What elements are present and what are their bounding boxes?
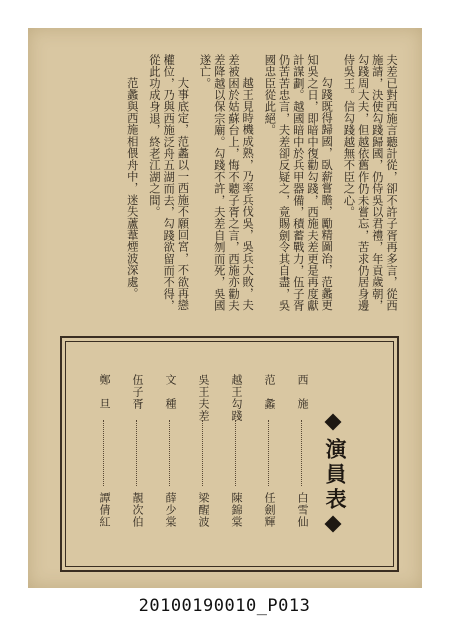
synopsis-paragraph: 夫差已對西施言聽計從，卻不許子胥再多言，從西施請，決使勾踐歸國，仍侍吳以君禮，年貢歲朝，勾踐周大夫，但越依舊作仍未嘗忘，苦求仍居身邊侍吳王。信勾踐越無不臣之心。 [342, 54, 398, 312]
cast-row [96, 374, 112, 552]
cast-row [261, 374, 277, 552]
dotted-leader [103, 420, 104, 486]
cast-actor: 任劍輝 [263, 492, 276, 528]
synopsis-paragraph: 大事底定，范蠡以一西施不願回宮，不欲再戀權位，乃與西施泛舟五湖而去，勾踐欲留而不得，從此功成身退，終老江湖之間。 [147, 54, 190, 312]
dotted-leader [268, 420, 269, 486]
cast-role: 西 施 [296, 374, 309, 410]
synopsis-text [68, 54, 398, 314]
diamond-ornament-icon [325, 516, 342, 533]
cast-row [294, 374, 310, 552]
synopsis-paragraph: 范蠡與西施相偎舟中，迷失蘆葦煙波深處。 [125, 76, 139, 299]
cast-row [162, 374, 178, 552]
cast-row [195, 374, 211, 552]
cast-actor: 靚次伯 [131, 492, 144, 528]
diamond-ornament-icon [325, 414, 342, 431]
cast-actor: 梁醒波 [197, 492, 210, 528]
cast-actor: 譚倩紅 [98, 492, 111, 528]
cast-title: 演員表 [323, 438, 348, 513]
cast-actor: 薛少棠 [164, 492, 177, 528]
cast-list [96, 374, 309, 554]
cast-role: 鄭 旦 [98, 374, 111, 410]
dotted-leader [301, 420, 302, 486]
cast-role: 伍子胥 [131, 374, 144, 410]
cast-table [60, 336, 399, 572]
dotted-leader [136, 420, 137, 486]
archive-id-caption: 20100190010_P013 [138, 596, 311, 616]
cast-role: 范 蠡 [263, 374, 276, 410]
dotted-leader [169, 420, 170, 486]
synopsis-paragraph: 越王見時機成熟，乃率兵伐吳，吳兵大敗，夫差被困於姑蘇台上，悔不聽子胥之言，西施亦勸夫差降越以保宗廟。勾踐不許，夫差自刎而死，吳國遂亡。 [198, 54, 255, 312]
cast-actor: 白雪仙 [296, 492, 309, 528]
cast-row [228, 374, 244, 552]
cast-actor: 陳錦棠 [230, 492, 243, 528]
program-page [28, 28, 422, 588]
cast-role: 越王勾踐 [230, 374, 243, 422]
dotted-leader [202, 420, 203, 486]
cast-role: 吳王夫差 [197, 374, 210, 422]
synopsis-paragraph: 勾踐既得歸國，臥薪嘗膽，勵精圖治，范蠡更知吳之日，即暗中復勸勾踐，西施夫差更是再度獻計謀劃。越國暗中於兵甲器備，積蓄戰力，伍子胥仍苦苦忠言，夫差卻反疑之，竟賜劍令其自盡，吳國忠臣從此絕。 [263, 54, 334, 312]
cast-role: 文 種 [164, 374, 177, 410]
cast-row [129, 374, 145, 552]
dotted-leader [235, 420, 236, 486]
